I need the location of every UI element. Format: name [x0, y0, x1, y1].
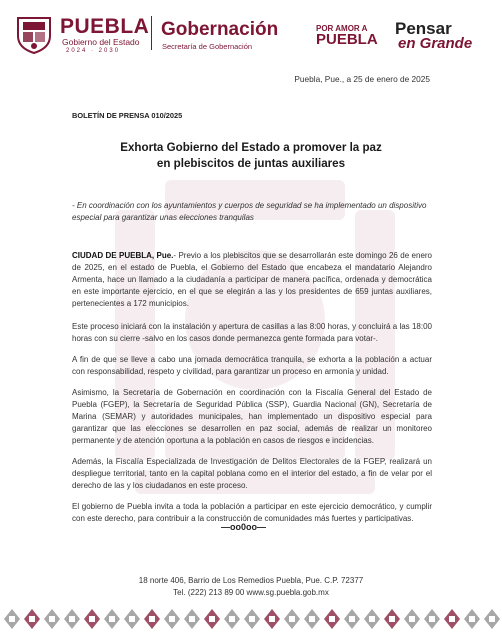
pattern-motif — [464, 609, 480, 629]
gobierno-estado-text: Gobierno del Estado — [62, 37, 140, 47]
document-date: Puebla, Pue., a 25 de enero de 2025 — [294, 74, 430, 84]
pattern-motif — [144, 609, 160, 629]
decorative-pattern-band — [0, 603, 502, 635]
lead-summary: - En coordinación con los ayuntamientos y cuerpos de seguridad se ha implementado un dispositivo especial para garantizar unas elecciones tranquilas — [72, 201, 427, 222]
secretaria-text: Secretaría de Gobernación — [162, 42, 253, 51]
pattern-motif — [324, 609, 340, 629]
paragraph-5: Además, la Fiscalía Especializada de Investigación de Delitos Electorales de la FGEP, realizará un despliegue territorial, tanto en la capital poblana como en el interior del estado, a fin de velar por el derecho de las y los ciudadanos en este proceso. — [72, 457, 432, 490]
state-seal-icon — [14, 12, 54, 54]
por-amor-puebla-text: PUEBLA — [316, 31, 378, 48]
pattern-motif — [164, 609, 180, 629]
pattern-motif — [124, 609, 140, 629]
press-release-body — [72, 250, 432, 534]
footer-address: 18 norte 406, Barrio de Los Remedios Puebla, Pue. C.P. 72377 — [138, 576, 364, 585]
dateline: CIUDAD DE PUEBLA, Pue. — [72, 251, 174, 260]
closing-mark: —oo0oo— — [221, 522, 266, 532]
press-release-title: Exhorta Gobierno del Estado a promover la paz en plebiscitos de juntas auxiliares — [120, 141, 382, 170]
paragraph-1 — [72, 250, 432, 310]
pattern-motif — [284, 609, 300, 629]
paragraph-6: El gobierno de Puebla invita a toda la población a participar en este ejercicio democrático, y cumplir con este derecho, para contribuir a la construcción de comunidades más fuertes y participativas. — [72, 502, 432, 523]
pattern-motif — [84, 609, 100, 629]
header-divider — [151, 16, 152, 50]
pattern-motif — [384, 609, 400, 629]
paragraph-4: Asimismo, la Secretaría de Gobernación en coordinación con la Fiscalía General del Estado de Puebla (FGEP), la Secretaría de Seguridad Pública (SSP), Guardia Nacional (GN), Secretaría de Marina (SEMAR) y autoridades municipales, han implementado un dispositivo especial para garantizar que las elecciones se desarrollen en paz social, además de realizar un monitoreo permanente y de atención oportuna a la población en casos de riesgos e incidencias. — [72, 388, 432, 445]
puebla-logo-text: PUEBLA — [60, 15, 150, 38]
pattern-motif — [44, 609, 60, 629]
pattern-motif — [64, 609, 80, 629]
gobernacion-logo-text: Gobernación — [161, 19, 279, 40]
pattern-motif — [104, 609, 120, 629]
bulletin-number: BOLETÍN DE PRENSA 010/2025 — [72, 111, 183, 120]
paragraph-2: Este proceso iniciará con la instalación y apertura de casillas a las 8:00 horas, y concluirá a las 18:00 horas con su cierre -salvo en los casos donde permanezca gente formada para votar-. — [72, 322, 432, 343]
pattern-motif — [484, 609, 500, 629]
footer-contact: Tel. (222) 213 89 00 www.sg.puebla.gob.mx — [173, 588, 329, 597]
pattern-motif — [304, 609, 320, 629]
paragraph-1-text: - Previo a los plebiscitos que se desarrollarán este domingo 26 de enero de 2025, en el estado de Puebla, el Gobierno del Estado que encabeza el mandatario Alejandro Armenta, hace un llamado a la ciudadanía a participar de manera pacífica, ordenada y democrática en este importante ejercicio, en el que se elegirán a las y los presidentes de 659 juntas auxiliares, pertenecientes a 172 municipios. — [72, 251, 433, 308]
pattern-motif — [264, 609, 280, 629]
paragraph-3: A fin de que se lleve a cabo una jornada democrática tranquila, se exhorta a la población a actuar con responsabilidad, respeto y civilidad, para garantizar un proceso en armonía y unidad. — [72, 355, 432, 376]
pattern-motif — [444, 609, 460, 629]
pattern-motif — [184, 609, 200, 629]
pensar-logo-text: Pensar — [395, 19, 452, 38]
pattern-motif — [364, 609, 380, 629]
pattern-motif — [224, 609, 240, 629]
letterhead — [0, 0, 502, 64]
pattern-motif — [344, 609, 360, 629]
pattern-motif — [24, 609, 40, 629]
pattern-motif — [404, 609, 420, 629]
pattern-motif — [204, 609, 220, 629]
pattern-motif — [4, 609, 20, 629]
years-text: 2024 · 2030 — [66, 48, 121, 54]
en-grande-logo-text: en Grande — [398, 35, 473, 52]
pattern-motif — [424, 609, 440, 629]
pattern-motif — [244, 609, 260, 629]
por-amor-a-text: POR AMOR A — [316, 24, 368, 33]
